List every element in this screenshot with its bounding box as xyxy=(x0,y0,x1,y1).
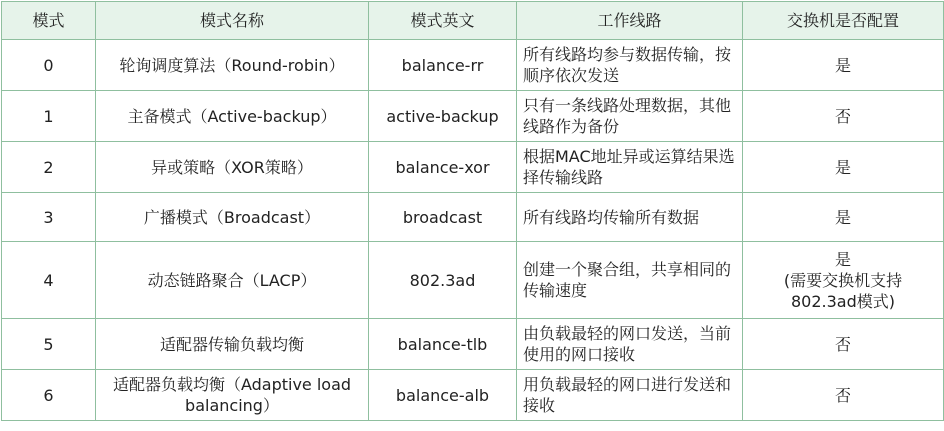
bonding-mode-table-container xyxy=(1,1,943,429)
cell-work-line: 只有一条线路处理数据，其他线路作为备份 xyxy=(517,91,743,142)
cell-mode-english: balance-rr xyxy=(369,40,517,91)
header-mode: 模式 xyxy=(2,2,96,40)
cell-mode-name: 异或策略（XOR策略） xyxy=(96,142,369,193)
switch-config-text: 是 xyxy=(834,157,851,177)
cell-mode: 0 xyxy=(2,40,96,91)
cell-work-line: 用负载最轻的网口进行发送和接收 xyxy=(517,370,743,421)
switch-config-text: 是 xyxy=(834,207,851,227)
cell-mode-english: broadcast xyxy=(369,193,517,242)
cell-mode-name: 动态链路聚合（LACP） xyxy=(96,242,369,319)
table-row xyxy=(2,193,944,242)
table-row xyxy=(2,91,944,142)
switch-config-text: 否 xyxy=(834,106,851,126)
cell-mode-name: 轮询调度算法（Round-robin） xyxy=(96,40,369,91)
table-row xyxy=(2,242,944,319)
cell-mode: 6 xyxy=(2,370,96,421)
switch-config-text: 是 xyxy=(834,55,851,75)
switch-config-note: (需要交换机支持 xyxy=(783,270,903,290)
cell-work-line: 所有线路均传输所有数据 xyxy=(517,193,743,242)
header-mode-english: 模式英文 xyxy=(369,2,517,40)
cell-mode: 4 xyxy=(2,242,96,319)
cell-switch-config xyxy=(743,142,944,193)
header-row xyxy=(2,2,944,40)
cell-mode-name: 广播模式（Broadcast） xyxy=(96,193,369,242)
cell-work-line: 创建一个聚合组，共享相同的传输速度 xyxy=(517,242,743,319)
cell-work-line: 所有线路均参与数据传输，按顺序依次发送 xyxy=(517,40,743,91)
cell-switch-config xyxy=(743,370,944,421)
cell-switch-config xyxy=(743,91,944,142)
table-row xyxy=(2,142,944,193)
cell-mode-name: 主备模式（Active-backup） xyxy=(96,91,369,142)
cell-work-line: 根据MAC地址异或运算结果选择传输线路 xyxy=(517,142,743,193)
switch-config-note: 802.3ad模式) xyxy=(790,291,895,311)
bonding-mode-table xyxy=(1,1,944,421)
cell-mode-name: 适配器负载均衡（Adaptive load balancing） xyxy=(96,370,369,421)
switch-config-text: 否 xyxy=(834,334,851,354)
switch-config-text: 是 xyxy=(834,249,851,269)
cell-mode: 2 xyxy=(2,142,96,193)
table-row xyxy=(2,40,944,91)
table-row xyxy=(2,319,944,370)
cell-mode-english: balance-xor xyxy=(369,142,517,193)
cell-work-line: 由负载最轻的网口发送，当前使用的网口接收 xyxy=(517,319,743,370)
cell-mode-english: balance-alb xyxy=(369,370,517,421)
cell-switch-config xyxy=(743,40,944,91)
cell-switch-config xyxy=(743,319,944,370)
table-row xyxy=(2,370,944,421)
cell-mode-english: balance-tlb xyxy=(369,319,517,370)
cell-mode: 1 xyxy=(2,91,96,142)
switch-config-text: 否 xyxy=(834,385,851,405)
header-work-line: 工作线路 xyxy=(517,2,743,40)
cell-switch-config xyxy=(743,242,944,319)
cell-mode-name: 适配器传输负载均衡 xyxy=(96,319,369,370)
cell-mode: 3 xyxy=(2,193,96,242)
cell-mode: 5 xyxy=(2,319,96,370)
cell-switch-config xyxy=(743,193,944,242)
cell-mode-english: active-backup xyxy=(369,91,517,142)
cell-mode-english: 802.3ad xyxy=(369,242,517,319)
header-switch-config: 交换机是否配置 xyxy=(743,2,944,40)
header-mode-name: 模式名称 xyxy=(96,2,369,40)
